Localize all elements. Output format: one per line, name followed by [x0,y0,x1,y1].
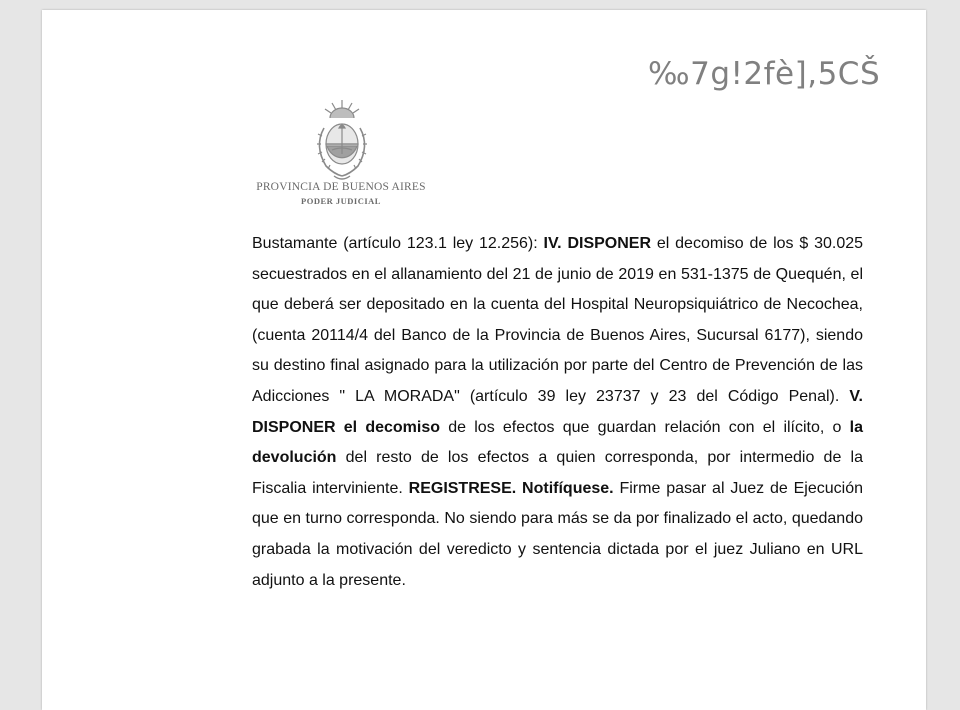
text-run: el decomiso de los $ 30.025 secuestrados en el allanamiento del 21 de junio de 2019 en 531-1375 de Quequén, el que deberá ser depositado en la cuenta del Hospital Neuropsiquiátrico de Necochea, (cuenta 20114/4 del Banco de la Provincia de Buenos Aires, Sucursal 6177), siendo su destino final asignado para la utilización por parte del Centro de Prevención de las Adicciones " LA MORADA" (artículo 39 ley 23737 y 23 del Código Penal). [252,235,863,405]
text-run: del resto de los efectos a quien corresponda, por intermedio de la Fiscalia interviniente. [252,449,863,497]
institution-subtitle: PODER JUDICIAL [256,196,426,206]
bold-run: la devolución [252,419,863,467]
bold-run: REGISTRESE. Notifíquese. [409,480,614,497]
institution-name: PROVINCIA DE BUENOS AIRES [256,181,426,193]
bold-run: IV. DISPONER [544,235,652,252]
text-run: Bustamante (artículo 123.1 ley 12.256): [252,235,544,252]
barcode-code: ‰7g!2fè],5CŠ [648,56,880,92]
institution-header [256,181,426,206]
document-page [42,10,926,710]
bold-run: V. DISPONER el decomiso [252,388,863,436]
text-run: Firme pasar al Juez de Ejecución que en turno corresponda. No siendo para más se da por finalizado el acto, quedando grabada la motivación del veredicto y sentencia dictada por el juez Juliano en URL adjunto a la presente. [252,480,863,589]
coat-of-arms-icon [310,98,374,186]
text-run: de los efectos que guardan relación con el ilícito, o [440,419,850,436]
resolution-paragraph [252,229,863,596]
